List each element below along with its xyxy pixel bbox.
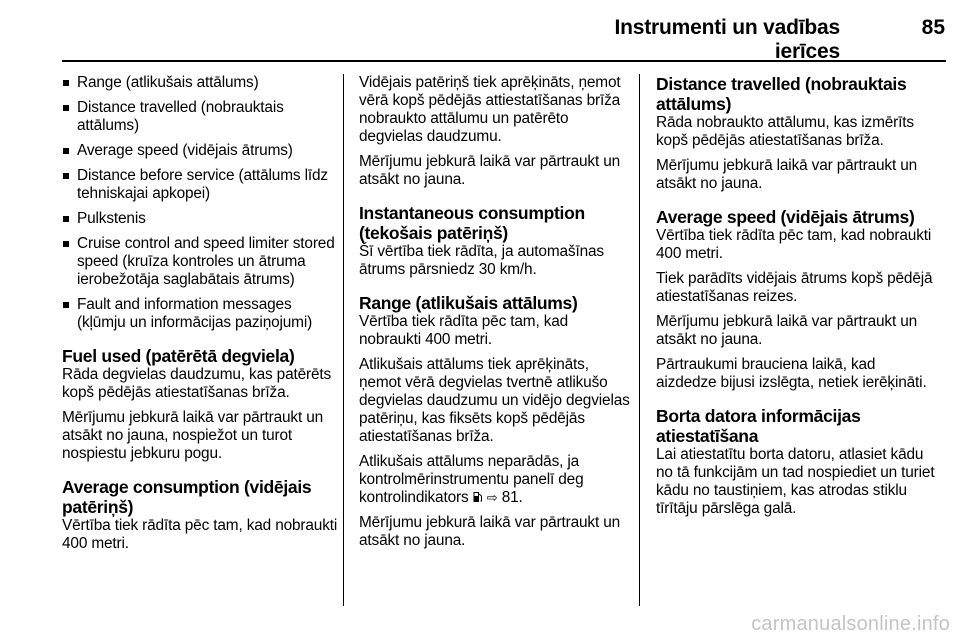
column-1 [62,74,338,560]
fuel-used-paragraph: Rāda degvielas daudzumu, kas patērēts kopš pēdējās atiestatīšanas brīža. [62,366,332,401]
average-consumption-heading: Average consumption (vidējais patēriņš) [62,477,312,517]
list-item-text: Average speed (vidējais ātrums) [77,142,293,159]
bullet-square-icon [63,148,69,154]
average-consumption-paragraph: Vērtība tiek rādīta pēc tam, kad nobraukti 400 metri. [62,517,338,552]
distance-travelled-heading: Distance travelled (nobrauktais attālums) [656,74,907,114]
range-paragraph: Atlikušais attālums tiek aprēķināts, ņemot vērā degvielas tvertnē atlikušo degvielas daudzumu un vidējo degvielas patēriņu, kas fiksēts kopš pēdējās atiestatīšanas brīža. [359,356,630,445]
column-2 [359,74,634,557]
range-paragraph: Mērījumu jebkurā laikā var pārtraukt un atsākt no jauna. [359,514,621,549]
average-speed-paragraph: Tiek parādīts vidējais ātrums kopš pēdējā atiestatīšanas reizes. [656,270,933,305]
bullet-square-icon [63,216,69,222]
list-item [62,99,338,135]
list-item [62,142,338,160]
instantaneous-consumption-paragraph: Šī vērtība tiek rādīta, ja automašīnas ātrums pārsniedz 30 km/h. [359,243,604,278]
column-separator-1 [343,74,344,606]
header-rule [62,60,946,62]
average-speed-heading: Average speed (vidējais ātrums) [656,207,915,227]
fuel-used-paragraph: Mērījumu jebkurā laikā var pārtraukt un atsākt no jauna, nospiežot un turot nospiestu jebkuru pogu. [62,409,324,462]
fuel-used-heading: Fuel used (patērētā degviela) [62,346,295,366]
list-item [62,235,338,289]
bullet-square-icon [63,241,69,247]
column-3 [656,74,938,525]
average-speed-paragraph: Pārtraukumi brauciena laikā, kad aizdedze bijusi izslēgta, netiek ierēķināti. [656,356,927,391]
instantaneous-consumption-heading: Instantaneous consumption (tekošais patēriņš) [359,203,585,243]
list-item-text: Pulkstenis [77,210,146,227]
list-item [62,74,338,92]
average-speed-paragraph: Mērījumu jebkurā laikā var pārtraukt un atsākt no jauna. [656,313,918,348]
page-reference[interactable]: 81. [501,489,523,506]
bullet-square-icon [63,302,69,308]
average-speed-paragraph: Vērtība tiek rādīta pēc tam, kad nobraukti 400 metri. [656,227,932,262]
page-reference-arrow-icon: ⇨ [486,490,498,505]
distance-travelled-paragraph: Rāda nobraukto attālumu, kas izmērīts kopš pēdējās atiestatīšanas brīža. [656,114,914,149]
display-items-list [62,74,338,332]
average-consumption-paragraph: Vidējais patēriņš tiek aprēķināts, ņemot vērā kopš pēdējās attiestatīšanas brīža nobraukto attālumu un patērēto degvielas daudzumu. [359,74,621,145]
list-item-text: Fault and information messages (kļūmju un informācijas paziņojumi) [77,296,313,331]
page-number: 85 [921,16,945,39]
list-item-text: Cruise control and speed limiter stored speed (kruīza kontroles un ātruma ierobežotāja saglabātais ātrums) [77,235,335,288]
column-separator-2 [639,74,640,606]
list-item-text: Distance travelled (nobrauktais attālums) [77,99,284,134]
list-item [62,296,338,332]
average-consumption-paragraph: Mērījumu jebkurā laikā var pārtraukt un atsākt no jauna. [359,153,621,188]
distance-travelled-paragraph: Mērījumu jebkurā laikā var pārtraukt un atsākt no jauna. [656,157,918,192]
bullet-square-icon [63,80,69,86]
list-item-text: Range (atlikušais attālums) [77,74,259,91]
bullet-square-icon [63,173,69,179]
range-indicator-text: Atlikušais attālums neparādās, ja kontrolmērinstrumentu panelī deg kontrolindikators [359,453,584,506]
bullet-square-icon [63,105,69,111]
header-title: Instrumenti un vadības ierīces [614,16,840,63]
range-paragraph [359,453,634,507]
watermark: carmanualsonline.info [751,613,950,635]
range-heading: Range (atlikušais attālums) [359,293,578,313]
trip-computer-reset-heading: Borta datora informācijas atiestatīšana [656,406,861,446]
trip-computer-reset-paragraph: Lai atiestatītu borta datoru, atlasiet kādu no tā funkcijām un tad nospiediet un turiet kādu no taustiņiem, kas atrodas stiklu tīrītāju pārslēga galā. [656,446,935,517]
list-item [62,210,338,228]
range-paragraph: Vērtība tiek rādīta pēc tam, kad nobraukti 400 metri. [359,313,569,348]
list-item [62,167,338,203]
fuel-pump-icon [473,491,483,503]
list-item-text: Distance before service (attālums līdz tehniskajai apkopei) [77,167,328,202]
